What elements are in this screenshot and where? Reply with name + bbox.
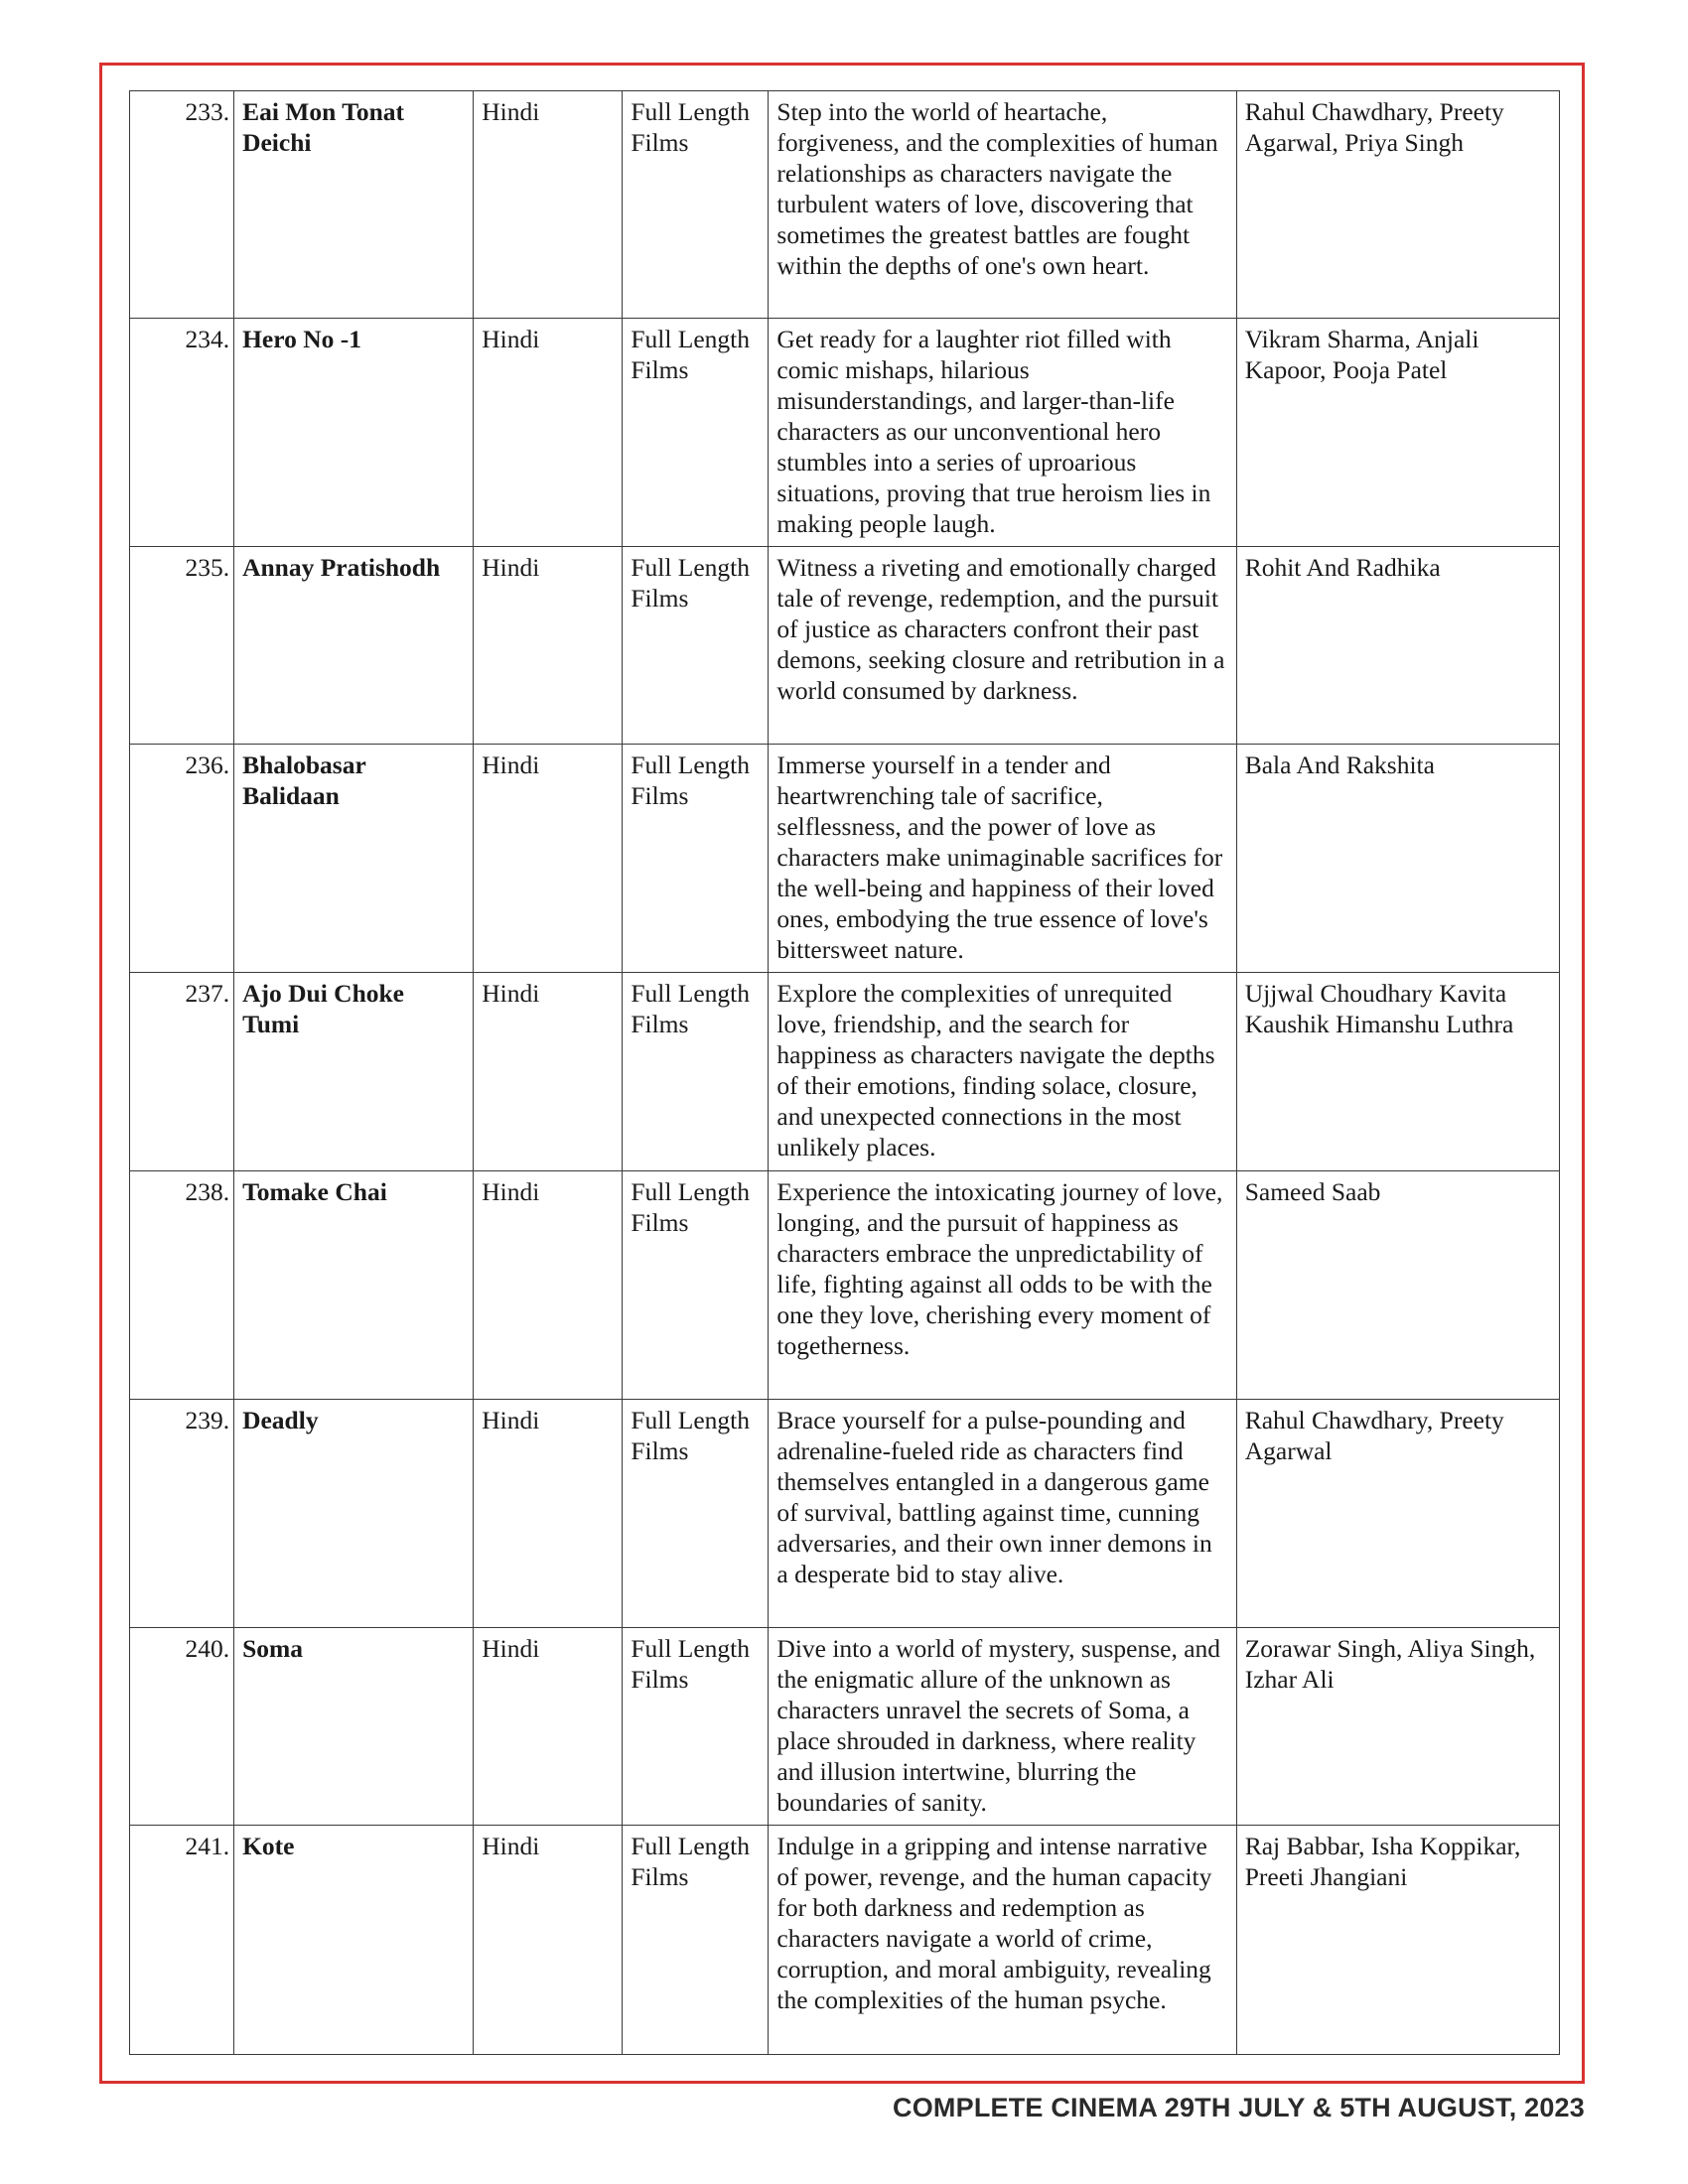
film-title: Hero No -1 xyxy=(234,319,474,547)
film-cast: Bala And Rakshita xyxy=(1236,745,1559,973)
film-cast: Rahul Chawdhary, Preety Agarwal, Priya Singh xyxy=(1236,91,1559,319)
film-cast: Zorawar Singh, Aliya Singh, Izhar Ali xyxy=(1236,1628,1559,1826)
film-title: Soma xyxy=(234,1628,474,1826)
row-number: 233. xyxy=(130,91,234,319)
film-language: Hindi xyxy=(474,745,623,973)
film-description: Witness a riveting and emotionally charged tale of revenge, redemption, and the pursuit of justice as characters confront their past demons, seeking closure and retribution in a world consumed by darkness. xyxy=(769,547,1236,745)
table-row xyxy=(130,1400,1560,1628)
film-language: Hindi xyxy=(474,1628,623,1826)
page-footer: COMPLETE CINEMA 29TH JULY & 5TH AUGUST, 2023 xyxy=(893,2093,1585,2122)
table-row xyxy=(130,91,1560,319)
film-description: Step into the world of heartache, forgiveness, and the complexities of human relationships as characters navigate the turbulent waters of love, discovering that sometimes the greatest battles are fought within the depths of one's own heart. xyxy=(769,91,1236,319)
film-title: Annay Pratishodh xyxy=(234,547,474,745)
film-title: Eai Mon Tonat Deichi xyxy=(234,91,474,319)
film-title: Kote xyxy=(234,1826,474,2055)
row-number: 241. xyxy=(130,1826,234,2055)
film-description: Get ready for a laughter riot filled with comic mishaps, hilarious misunderstandings, and larger-than-life characters as our unconventional hero stumbles into a series of uproarious situations, proving that true heroism lies in making people laugh. xyxy=(769,319,1236,547)
table-row xyxy=(130,1826,1560,2055)
film-cast: Raj Babbar, Isha Koppikar, Preeti Jhangiani xyxy=(1236,1826,1559,2055)
film-title: Bhalobasar Balidaan xyxy=(234,745,474,973)
table-row xyxy=(130,547,1560,745)
film-title: Tomake Chai xyxy=(234,1171,474,1400)
film-language: Hindi xyxy=(474,547,623,745)
film-language: Hindi xyxy=(474,1826,623,2055)
film-category: Full Length Films xyxy=(623,1171,769,1400)
film-language: Hindi xyxy=(474,973,623,1171)
row-number: 239. xyxy=(130,1400,234,1628)
row-number: 238. xyxy=(130,1171,234,1400)
film-category: Full Length Films xyxy=(623,91,769,319)
row-number: 234. xyxy=(130,319,234,547)
film-language: Hindi xyxy=(474,319,623,547)
film-category: Full Length Films xyxy=(623,319,769,547)
film-title: Deadly xyxy=(234,1400,474,1628)
film-description: Brace yourself for a pulse-pounding and adrenaline-fueled ride as characters find themselves entangled in a dangerous game of survival, battling against time, cunning adversaries, and their own inner demons in a desperate bid to stay alive. xyxy=(769,1400,1236,1628)
film-language: Hindi xyxy=(474,91,623,319)
table-row xyxy=(130,1171,1560,1400)
table-row xyxy=(130,1628,1560,1826)
film-language: Hindi xyxy=(474,1400,623,1628)
films-table xyxy=(129,90,1560,2055)
film-cast: Rahul Chawdhary, Preety Agarwal xyxy=(1236,1400,1559,1628)
film-description: Explore the complexities of unrequited love, friendship, and the search for happiness as characters navigate the depths of their emotions, finding solace, closure, and unexpected connections in the most unlikely places. xyxy=(769,973,1236,1171)
film-category: Full Length Films xyxy=(623,745,769,973)
row-number: 237. xyxy=(130,973,234,1171)
row-number: 240. xyxy=(130,1628,234,1826)
row-number: 236. xyxy=(130,745,234,973)
film-description: Indulge in a gripping and intense narrative of power, revenge, and the human capacity for both darkness and redemption as characters navigate a world of crime, corruption, and moral ambiguity, revealing the complexities of the human psyche. xyxy=(769,1826,1236,2055)
film-category: Full Length Films xyxy=(623,547,769,745)
film-category: Full Length Films xyxy=(623,1628,769,1826)
table-row xyxy=(130,319,1560,547)
table-row xyxy=(130,973,1560,1171)
film-cast: Ujjwal Choudhary Kavita Kaushik Himanshu Luthra xyxy=(1236,973,1559,1171)
film-description: Dive into a world of mystery, suspense, and the enigmatic allure of the unknown as characters unravel the secrets of Soma, a place shrouded in darkness, where reality and illusion intertwine, blurring the boundaries of sanity. xyxy=(769,1628,1236,1826)
film-description: Immerse yourself in a tender and heartwrenching tale of sacrifice, selflessness, and the power of love as characters make unimaginable sacrifices for the well-being and happiness of their loved ones, embodying the true essence of love's bittersweet nature. xyxy=(769,745,1236,973)
film-cast: Vikram Sharma, Anjali Kapoor, Pooja Patel xyxy=(1236,319,1559,547)
film-category: Full Length Films xyxy=(623,973,769,1171)
row-number: 235. xyxy=(130,547,234,745)
film-category: Full Length Films xyxy=(623,1400,769,1628)
film-title: Ajo Dui Choke Tumi xyxy=(234,973,474,1171)
film-cast: Rohit And Radhika xyxy=(1236,547,1559,745)
film-category: Full Length Films xyxy=(623,1826,769,2055)
table-row xyxy=(130,745,1560,973)
film-description: Experience the intoxicating journey of love, longing, and the pursuit of happiness as characters embrace the unpredictability of life, fighting against all odds to be with the one they love, cherishing every moment of togetherness. xyxy=(769,1171,1236,1400)
film-cast: Sameed Saab xyxy=(1236,1171,1559,1400)
film-language: Hindi xyxy=(474,1171,623,1400)
